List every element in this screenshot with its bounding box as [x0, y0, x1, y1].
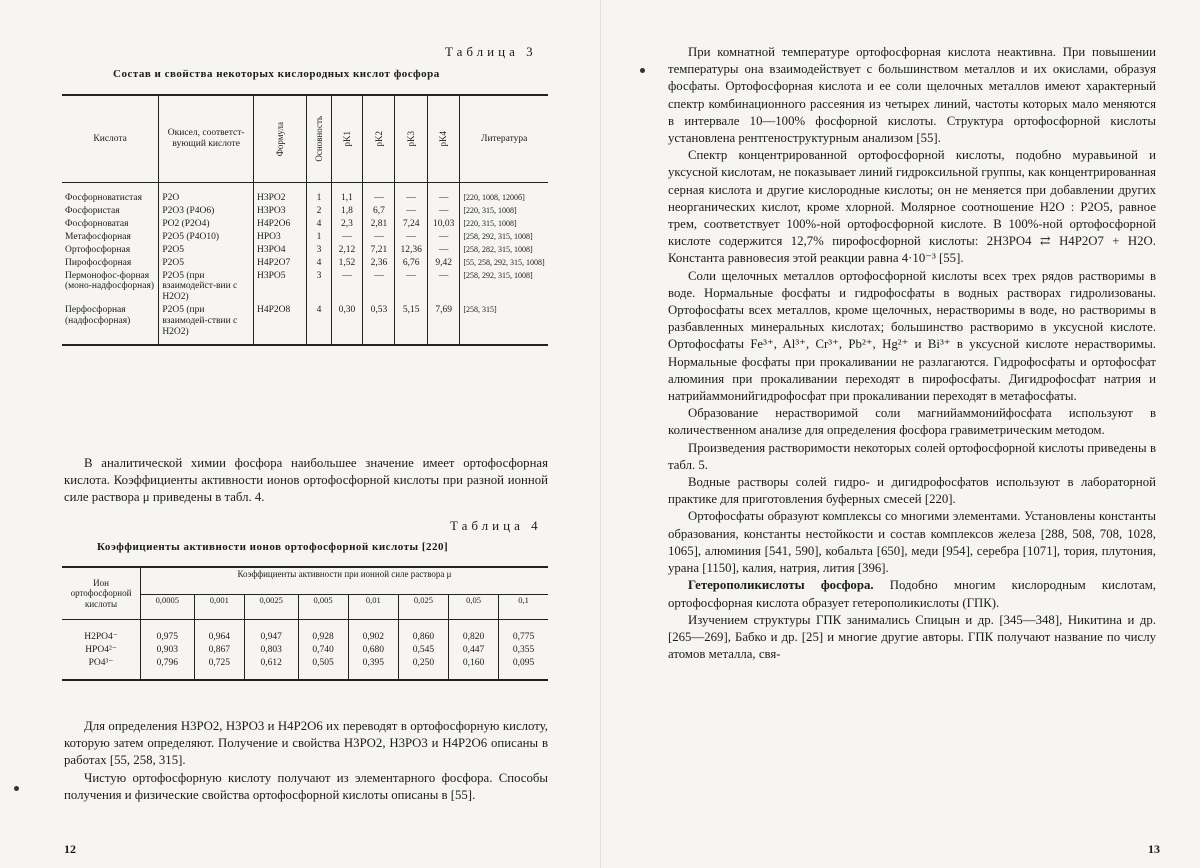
table3-cell: H4P2O7 — [254, 257, 307, 270]
table3-cell: 7,69 — [427, 304, 459, 345]
table4-mu-cell: 0,01 — [348, 595, 398, 620]
table3-header-text: Кислота — [93, 133, 127, 144]
paragraph-hpa — [668, 577, 1156, 611]
table3-cell: P2O3 (P4O6) — [159, 205, 254, 218]
table3-header-cell — [427, 95, 459, 183]
table3-cell: [258, 292, 315, 1008] — [460, 231, 548, 244]
table3-cell: H4P2O6 — [254, 218, 307, 231]
table4-value-cell: 0,775 — [499, 620, 548, 644]
table3-cell: 2 — [307, 205, 331, 218]
table4-ion-cell: H2PO4⁻ — [84, 632, 118, 642]
table3-cell: Фосфорноватая — [65, 218, 129, 229]
table3-header-text: Литература — [481, 133, 528, 144]
table3-cell: 2,81 — [363, 218, 395, 231]
table3-cell: H3PO2 — [254, 183, 307, 205]
table4-group-header: Коэффициенты активности при ионной силе раствора μ — [141, 567, 549, 595]
table3-cell: 1 — [307, 231, 331, 244]
table3-cell: 12,36 — [395, 244, 427, 257]
table-row — [62, 644, 548, 657]
table4 — [62, 566, 548, 681]
right-paragraph: Водные растворы солей гидро- и дигидрофосфатов используют в лабораторной практике для приготовления буферных смесей [220]. — [668, 475, 1156, 507]
text-methods-a: Для определения H3PO2, H3PO3 и H4P2O6 их переводят в ортофосфорную кислоту, которую затем определяют. Получение и свойства H3PO2, H3PO3 и H4P2O6 описаны в работах [55, 258, 315]. — [64, 719, 548, 768]
table3-cell: 4 — [307, 304, 331, 345]
table4-mu-cell: 0,025 — [398, 595, 448, 620]
table3-cell: [258, 292, 315, 1008] — [460, 270, 548, 305]
table3-cell: — — [395, 231, 427, 244]
table3-header-cell — [159, 95, 254, 183]
table3-header-cell — [331, 95, 363, 183]
scan-dot — [14, 786, 19, 791]
table4-value-cell: 0,612 — [244, 657, 298, 680]
table3-cell: 3 — [307, 270, 331, 305]
right-paragraph-last: Изучением структуры ГПК занимались Спицын и др. [345—348], Никитина и др. [265—269], Бабко и др. [25] и многие другие авторы. ГПК получают название по числу атомов металла, свя- — [668, 612, 1156, 662]
table3-cell: — — [363, 231, 395, 244]
scan-dot — [640, 68, 645, 73]
table3-cell: — — [395, 205, 427, 218]
table3-cell: H3PO5 — [254, 270, 307, 305]
table3-cell: 2,12 — [331, 244, 363, 257]
table3-cell: HPO3 — [254, 231, 307, 244]
table3-header-text: Окисел, соответст-вующий кислоте — [167, 128, 245, 149]
table3-cell: — — [363, 183, 395, 205]
table3-cell: 0,30 — [331, 304, 363, 345]
table4-value-cell: 0,545 — [398, 644, 448, 657]
table3-cell: H3PO4 — [254, 244, 307, 257]
right-paragraph: Спектр концентрированной ортофосфорной кислоты, подобно муравьиной и уксусной кислотам, не показывает линий гидроксильной группы, как концентрированная серная кислота и другие кислородные кислоты; он не меняется при добавлении других неорганических кислот, кроме хлорной. Молярное соотношение H2O : P2O5, равное трем, соответствует 100%-ной ортофосфорной кислоте. В 100%-ной ортофосфорной кислоте содержится 12,7% пирофосфорной кислоты: 2H3PO4 ⇄ H4P2O7 + H2O. Константа равновесия этой реакции равна 4·10⁻³ [55]. — [668, 148, 1156, 266]
table3-cell: 1,8 — [331, 205, 363, 218]
right-paragraph: Образование нерастворимой соли магнийаммонийфосфата используют в количественном анализе для определения фосфора гравиметрическим методом. — [668, 406, 1156, 438]
table4-value-cell: 0,928 — [298, 620, 348, 644]
table4-ion-header: Ион ортофосфорной кислоты — [62, 567, 141, 620]
table3-cell: — — [395, 270, 427, 305]
table3-cell: 10,03 — [427, 218, 459, 231]
table3-cell: 0,53 — [363, 304, 395, 345]
table4-value-cell: 0,860 — [398, 620, 448, 644]
table3-cell: — — [331, 270, 363, 305]
hpa-text: Подобно многим кислородным кислотам, ортофосфорная кислота образует гетерополикислоты (ГПК). — [668, 578, 1156, 610]
table3-cell: — — [427, 231, 459, 244]
table3-header-text: pK2 — [373, 131, 384, 147]
table4-value-cell: 0,902 — [348, 620, 398, 644]
table4-value-cell: 0,447 — [449, 644, 499, 657]
right-paragraph: Ортофосфаты образуют комплексы со многими элементами. Установлены константы образования, константы нестойкости и состав комплексов железа [288, 508, 708, 1028, 1065], алюминия [541, 590], кобальта [650], меди [954], серебра [1071], тория, плутония, урана [1150], калия, натрия, лития [396]. — [668, 509, 1156, 576]
table-row — [62, 257, 548, 270]
table3-cell: 6,7 — [363, 205, 395, 218]
table3-cell: Пермонофос-форная (моно-надфосфорная) — [65, 270, 155, 292]
table4-value-cell: 0,680 — [348, 644, 398, 657]
table3-cell: [220, 1008, 1200б] — [460, 183, 548, 205]
table3-cell: Метафосфорная — [65, 231, 131, 242]
hpa-heading: Гетерополикислоты фосфора. — [688, 578, 874, 593]
table3-cell: 3 — [307, 244, 331, 257]
table4-value-cell: 0,395 — [348, 657, 398, 680]
table3-cell: P2O5 — [159, 257, 254, 270]
table3-cell: PO2 (P2O4) — [159, 218, 254, 231]
table-row — [62, 620, 548, 644]
table3-cell: — — [427, 270, 459, 305]
table3-cell: P2O5 (при взаимодей-ствии с H2O2) — [159, 304, 254, 345]
table3-cell: Пирофосфорная — [65, 257, 132, 268]
text-methods-b: Чистую ортофосфорную кислоту получают из элементарного фосфора. Способы получения и физические свойства ортофосфорной кислоты описаны в [55]. — [64, 770, 548, 802]
table3-cell: 1,52 — [331, 257, 363, 270]
table4-mu-cell: 0,0025 — [244, 595, 298, 620]
table4-value-cell: 0,803 — [244, 644, 298, 657]
table3-cell: 4 — [307, 257, 331, 270]
table3-header-text: pK3 — [405, 131, 416, 147]
table4-value-cell: 0,160 — [449, 657, 499, 680]
table4-header-row — [62, 567, 548, 595]
table4-ion-cell: HPO4²⁻ — [85, 644, 117, 655]
table3-number: Таблица 3 — [445, 44, 537, 59]
table3-cell: 7,24 — [395, 218, 427, 231]
table3-cell: — — [427, 183, 459, 205]
table3-cell: [258, 315] — [460, 304, 548, 345]
table4-value-cell: 0,095 — [499, 657, 548, 680]
table-row — [62, 183, 548, 205]
table3-cell: 4 — [307, 218, 331, 231]
table3-cell: [258, 282, 315, 1008] — [460, 244, 548, 257]
table3-cell: P2O5 (P4O10) — [159, 231, 254, 244]
table-row — [62, 218, 548, 231]
table4-value-cell: 0,867 — [194, 644, 244, 657]
table4-value-cell: 0,505 — [298, 657, 348, 680]
table4-ion-cell: PO4³⁻ — [62, 657, 141, 680]
table3-header-cell — [62, 95, 159, 183]
table4-mu-cell: 0,1 — [499, 595, 548, 620]
table3-cell: 9,42 — [427, 257, 459, 270]
paragraph-methods — [64, 718, 548, 804]
table3-header-cell — [460, 95, 548, 183]
table3-header-cell — [307, 95, 331, 183]
table3-cell: H3PO3 — [254, 205, 307, 218]
table-row — [62, 231, 548, 244]
table3-title: Состав и свойства некоторых кислородных кислот фосфора — [113, 68, 440, 80]
table4-value-cell: 0,250 — [398, 657, 448, 680]
table3-cell: Перфосфорная (надфосфорная) — [62, 304, 159, 345]
table3 — [62, 94, 548, 346]
table3-header-cell — [254, 95, 307, 183]
table4-value-cell: 0,355 — [499, 644, 548, 657]
table3-cell: [220, 315, 1008] — [460, 218, 548, 231]
table3-header-text: pK1 — [341, 131, 352, 147]
table3-cell: Фосфористая — [65, 205, 120, 216]
table3-cell: [220, 315, 1008] — [460, 205, 548, 218]
table3-cell: P2O — [159, 183, 254, 205]
paragraph-intro — [64, 455, 548, 507]
table4-number: Таблица 4 — [450, 518, 542, 533]
table-row — [62, 304, 548, 345]
page-number-left: 12 — [64, 842, 76, 856]
table-row — [62, 270, 548, 305]
table3-cell: 7,21 — [363, 244, 395, 257]
table4-mu-cell: 0,05 — [449, 595, 499, 620]
table4-value-cell: 0,903 — [141, 644, 195, 657]
table3-header-text: Основность — [313, 116, 324, 162]
table-row — [62, 244, 548, 257]
table3-cell: — — [331, 231, 363, 244]
table3-cell: — — [395, 183, 427, 205]
right-paragraph: Соли щелочных металлов ортофосфорной кислоты всех трех рядов растворимы в воде. Нормальные фосфаты и гидрофосфаты в водных растворах гидролизованы. Ортофосфаты всех металлов, кроме щелочных, нерастворимы в воде, но растворимы в разбавленных минеральных кислотах; большинство растворимо в уксусной кислоте. Ортофосфаты Fe³⁺, Al³⁺, Cr³⁺, Pb²⁺, Hg²⁺ и Bi³⁺ в уксусной кислоте нерастворимы. Нормальные фосфаты при прокаливании не разлагаются. Гидрофосфаты и ортофосфат алюминия при прокаливании переходят в пирофосфаты. Дигидрофосфат натрия и натрийаммонийгидрофосфат при прокаливании переходят в метафосфаты. — [668, 268, 1156, 404]
table3-cell: 2,36 — [363, 257, 395, 270]
table4-value-cell: 0,740 — [298, 644, 348, 657]
table3-cell: 1,1 — [331, 183, 363, 205]
text-intro: В аналитической химии фосфора наибольшее значение имеет ортофосфорная кислота. Коэффициенты активности ионов ортофосфорной кислоты при разной ионной силе раствора μ приведены в табл. 4. — [64, 456, 548, 505]
table3-cell: 5,15 — [395, 304, 427, 345]
right-paragraph: Произведения растворимости некоторых солей ортофосфорной кислоты приведены в табл. 5. — [668, 440, 1156, 472]
table4-mu-cell: 0,0005 — [141, 595, 195, 620]
table4-mu-cell: 0,005 — [298, 595, 348, 620]
table3-cell: P2O5 (при взаимодейст-вии с H2O2) — [159, 270, 254, 305]
right-paragraph: При комнатной температуре ортофосфорная кислота неактивна. При повышении температуры она взаимодействует с большинством металлов и их окислами, образуя фосфаты. Ортофосфорная кислота и ее соли щелочных металлов имеют характерный спектр комбинационного рассеяния из четырех линий, частоты которых мало меняются в интервале 10—100% фосфорной кислоты. Структура ортофосфорной кислоты установлена рентгеноструктурным анализом [55]. — [668, 45, 1156, 146]
table3-header-row — [62, 95, 548, 183]
page-number-right: 13 — [1148, 842, 1160, 856]
table4-value-cell: 0,725 — [194, 657, 244, 680]
table4-mu-cell: 0,001 — [194, 595, 244, 620]
right-text-column — [668, 44, 1156, 663]
table3-cell: Ортофосфорная — [65, 244, 131, 255]
table-row — [62, 205, 548, 218]
right-page — [600, 0, 1200, 868]
table3-cell: 6,76 — [395, 257, 427, 270]
table4-title: Коэффициенты активности ионов ортофосфорной кислоты [220] — [97, 541, 449, 553]
table3-header-cell — [395, 95, 427, 183]
table4-value-cell: 0,820 — [449, 620, 499, 644]
table3-header-text: pK4 — [438, 131, 449, 147]
table3-cell: Фосфорноватистая — [65, 193, 142, 203]
table3-cell: — — [427, 244, 459, 257]
table3-header-cell — [363, 95, 395, 183]
table4-value-cell: 0,796 — [141, 657, 195, 680]
table3-cell: 1 — [307, 183, 331, 205]
table3-cell: — — [363, 270, 395, 305]
table3-cell: — — [427, 205, 459, 218]
table3-cell: 2,3 — [331, 218, 363, 231]
table3-cell: H4P2O8 — [254, 304, 307, 345]
table4-value-cell: 0,975 — [141, 620, 195, 644]
table3-header-text: Формула — [275, 121, 286, 157]
table4-value-cell: 0,964 — [194, 620, 244, 644]
table-row — [62, 657, 548, 680]
table4-value-cell: 0,947 — [244, 620, 298, 644]
table3-cell: [55, 258, 292, 315, 1008] — [460, 257, 548, 270]
table3-cell: P2O5 — [159, 244, 254, 257]
